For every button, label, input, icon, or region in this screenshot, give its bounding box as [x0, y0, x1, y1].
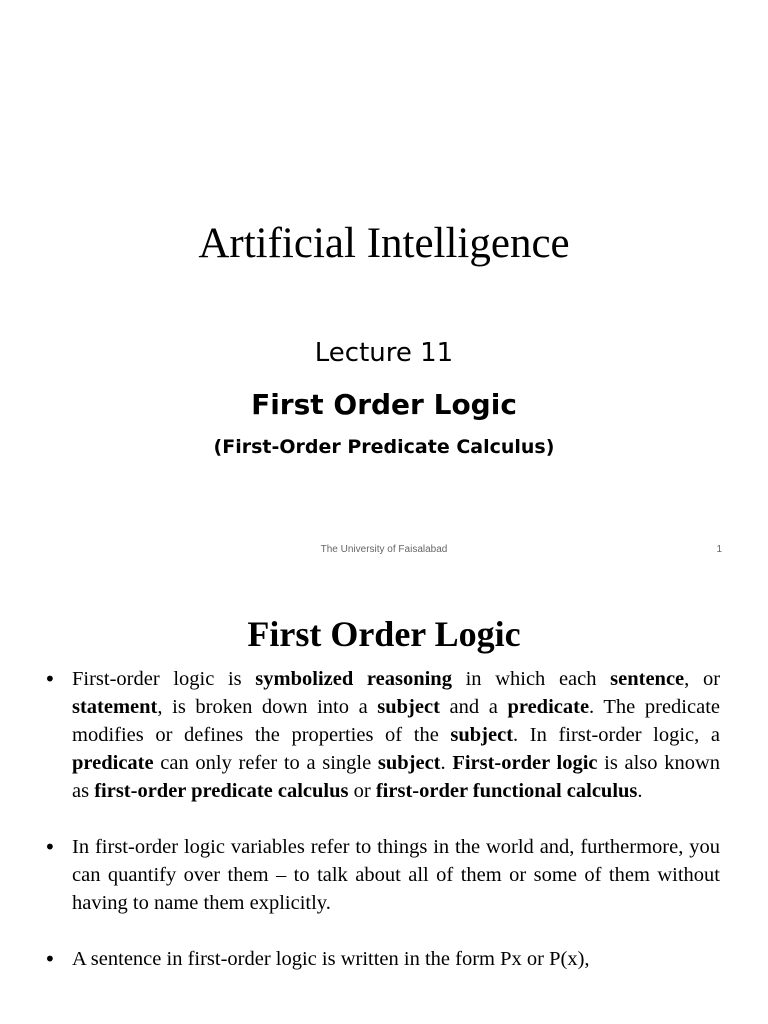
bullet-text: can only refer to a single: [153, 752, 378, 774]
bullet-text: .: [637, 780, 643, 802]
bold-text: first-order predicate calculus: [94, 780, 349, 802]
bold-text: statement: [72, 696, 158, 718]
bullet-text: and a: [439, 696, 508, 718]
bullet-text: . In first-order logic, a: [513, 724, 720, 746]
bullet-marker: •: [44, 947, 56, 971]
bullet-text: in which each: [451, 668, 611, 690]
bullet-text: or: [348, 780, 376, 802]
bullet-text: is also known as: [72, 752, 721, 802]
bullet-text: . The predicate modifies or defines the properties of the: [72, 696, 720, 746]
bold-text: subject: [377, 696, 440, 718]
slide-footer: The University of Faisalabad: [320, 544, 448, 555]
bullet-text: A sentence in first-order logic is written in the form Px or P(x),: [72, 948, 590, 970]
slide-title: Artificial Intelligence: [198, 220, 570, 267]
slide-2: [0, 578, 768, 1024]
lecture-number: Lecture 11: [314, 338, 454, 368]
bold-text: symbolized reasoning: [255, 668, 452, 690]
bullet-marker: •: [44, 667, 56, 691]
bullet-list: [44, 665, 721, 1001]
slide-subsubtitle: (First-Order Predicate Calculus): [213, 436, 555, 458]
bullet-item: [44, 665, 721, 805]
bullet-text: In first-order logic variables refer to things in the world and, furthermore, you can quantify over them – to talk about all of them or some of them without having to name them explicitly.: [72, 836, 720, 914]
slide-subtitle: First Order Logic: [251, 388, 517, 421]
bullet-text: , or: [684, 668, 721, 690]
bullet-marker: •: [44, 835, 56, 859]
bullet-item: [44, 833, 720, 917]
bullet-text: .: [440, 752, 453, 774]
bold-text: subject: [377, 752, 441, 774]
bold-text: predicate: [507, 696, 590, 718]
bold-text: First-order logic: [452, 752, 598, 774]
bold-text: predicate: [72, 752, 154, 774]
page-number: 1: [716, 544, 722, 555]
slide-title: First Order Logic: [247, 614, 521, 654]
bullet-text: First-order logic is: [72, 668, 256, 690]
bullet-text: , is broken down into a: [157, 696, 378, 718]
bold-text: subject: [450, 724, 514, 746]
bullet-item: [44, 945, 720, 973]
bold-text: first-order functional calculus: [375, 780, 638, 802]
bold-text: sentence: [610, 668, 685, 690]
